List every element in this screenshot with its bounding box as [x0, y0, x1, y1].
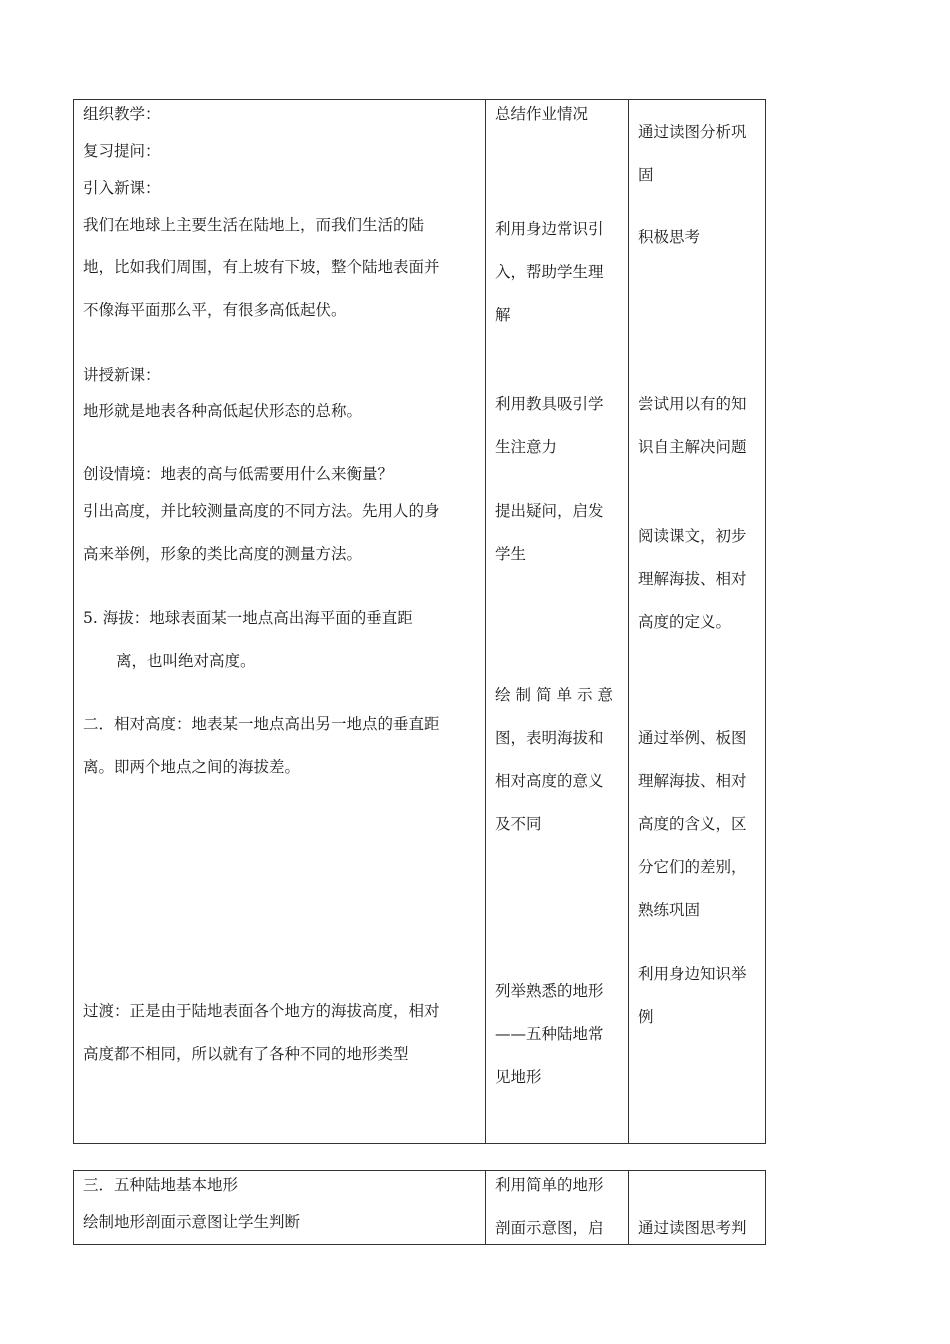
text-line: 提出疑问，启发: [495, 502, 604, 520]
text-line: 利用简单的地形: [495, 1176, 604, 1194]
text-line: 高度的定义。: [638, 613, 732, 631]
text-line: 高度的含义，区: [638, 815, 747, 833]
text-line: 离。即两个地点之间的海拔差。: [83, 758, 301, 776]
text-line: 固: [638, 166, 654, 184]
text-line: 通过读图分析巩: [638, 123, 747, 141]
teaching-content-column: [74, 1171, 485, 1244]
text-line: 地，比如我们周围，有上坡有下坡，整个陆地表面并: [83, 258, 440, 276]
text-line: 学生: [495, 545, 527, 563]
text-line: 入，帮助学生理: [495, 263, 604, 281]
text-line: 二．相对高度：地表某一地点高出另一地点的垂直距: [83, 715, 440, 733]
student-activity-column: [628, 100, 766, 1143]
text-line: 解: [495, 306, 511, 324]
text-line: 分它们的差别，: [638, 858, 747, 876]
text-line: 5. 海拔：地球表面某一地点高出海平面的垂直距: [83, 609, 413, 627]
text-line: 过渡：正是由于陆地表面各个地方的海拔高度，相对: [83, 1002, 440, 1020]
text-line: 见地形: [495, 1068, 542, 1086]
text-line: 阅读课文，初步: [638, 527, 747, 545]
text-line: 组织教学：: [83, 105, 161, 123]
teacher-activity-column: [485, 1171, 629, 1244]
text-line: 生注意力: [495, 438, 558, 456]
text-line: 引出高度，并比较测量高度的不同方法。先用人的身: [83, 502, 440, 520]
text-line: 利用身边知识举: [638, 965, 747, 983]
text-line: 利用教具吸引学: [495, 395, 604, 413]
text-line: 列举熟悉的地形: [495, 982, 604, 1000]
text-line: 不像海平面那么平，有很多高低起伏。: [83, 301, 347, 319]
text-line: 理解海拔、相对: [638, 570, 747, 588]
text-line: 通过读图思考判: [638, 1219, 747, 1237]
text-line: ——五种陆地常: [495, 1025, 604, 1043]
text-line: 绘制地形剖面示意图让学生判断: [83, 1213, 301, 1231]
text-line: 识自主解决问题: [638, 438, 747, 456]
text-line: 高度都不相同，所以就有了各种不同的地形类型: [83, 1045, 409, 1063]
text-line: 利用身边常识引: [495, 220, 604, 238]
text-line: 例: [638, 1008, 654, 1026]
text-line: 地形就是地表各种高低起伏形态的总称。: [83, 402, 363, 420]
text-line: 讲授新课：: [83, 366, 161, 384]
text-line: 高来举例，形象的类比高度的测量方法。: [83, 545, 363, 563]
text-line: 绘制简单示意: [495, 686, 619, 704]
text-line: 通过举例、板图: [638, 729, 747, 747]
text-line: 引入新课：: [83, 179, 161, 197]
text-line: 理解海拔、相对: [638, 772, 747, 790]
text-line: 复习提问：: [83, 142, 161, 160]
text-line: 我们在地球上主要生活在陆地上，而我们生活的陆: [83, 216, 425, 234]
text-line: 离，也叫绝对高度。: [116, 652, 256, 670]
text-line: 相对高度的意义: [495, 772, 604, 790]
lesson-plan-table: [73, 99, 766, 1144]
text-line: 积极思考: [638, 228, 701, 246]
text-line: 三．五种陆地基本地形: [83, 1176, 239, 1194]
teaching-content-column: [74, 100, 485, 1143]
text-line: 尝试用以有的知: [638, 395, 747, 413]
student-activity-column: [628, 1171, 766, 1244]
text-line: 总结作业情况: [495, 105, 589, 123]
text-line: 图，表明海拔和: [495, 729, 604, 747]
text-line: 创设情境：地表的高与低需要用什么来衡量？: [83, 465, 394, 483]
teacher-activity-column: [485, 100, 629, 1143]
text-line: 及不同: [495, 815, 542, 833]
lesson-plan-table-continued: [73, 1170, 766, 1245]
text-line: 熟练巩固: [638, 901, 701, 919]
text-line: 剖面示意图，启: [495, 1219, 604, 1237]
